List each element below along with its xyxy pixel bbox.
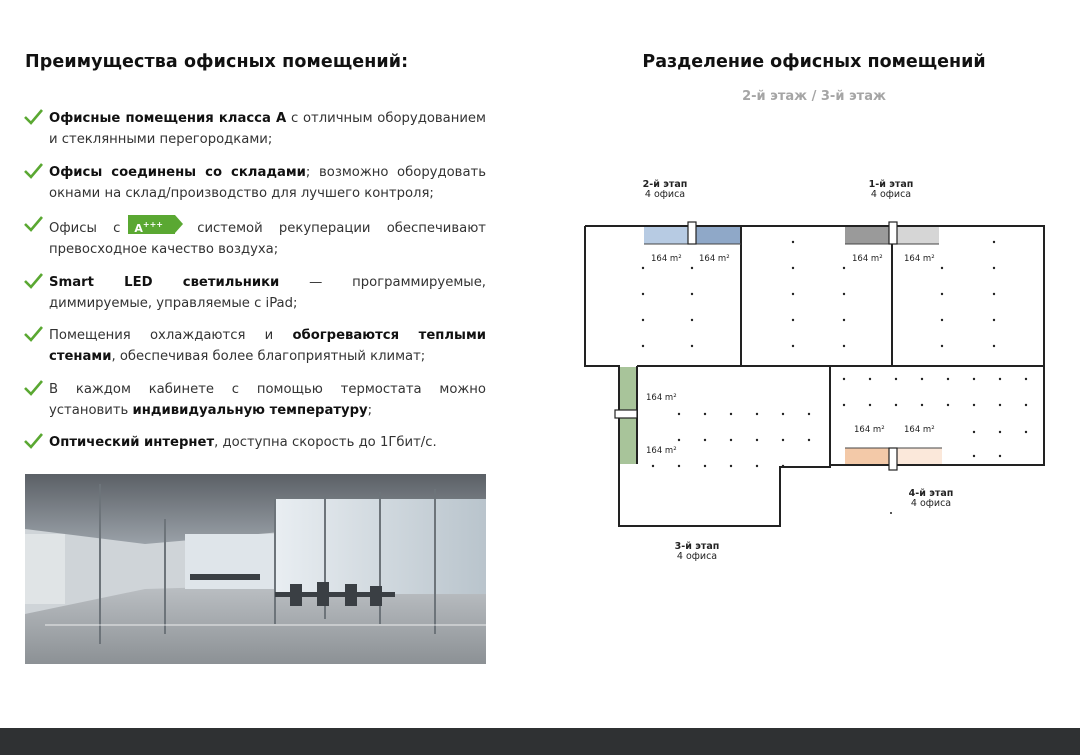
area-label: 164 m² xyxy=(651,254,682,264)
floor-subtitle: 2-й этаж / 3-й этаж xyxy=(742,89,886,104)
stage-4-offices-block xyxy=(845,448,892,465)
checkmark-icon xyxy=(24,216,43,232)
stage-1-label: 1-й этап xyxy=(868,179,914,190)
area-label: 164 m² xyxy=(854,425,885,435)
energy-class-badge: A+++ xyxy=(128,215,175,234)
list-item: Оптический интернет, доступна скорость до 1Гбит/с. xyxy=(24,432,486,453)
benefits-list xyxy=(24,108,486,465)
footer-bar xyxy=(0,728,1080,755)
area-label: 164 m² xyxy=(904,425,935,435)
list-item: Офисные помещения класса А с отличным оборудованием и стеклянными перегородками; xyxy=(24,108,486,150)
area-label: 164 m² xyxy=(699,254,730,264)
floor-plan xyxy=(578,170,1058,570)
plan-title: Разделение офисных помещений xyxy=(642,52,986,72)
office-photo xyxy=(25,474,486,664)
stage-1-offices-block-right xyxy=(892,227,939,244)
stage-1-offices: 4 офиса xyxy=(870,189,912,200)
stage-1-offices-block xyxy=(845,227,892,244)
area-label: 164 m² xyxy=(646,393,677,403)
column-grid xyxy=(642,241,1027,514)
checkmark-icon xyxy=(24,109,43,125)
area-label: 164 m² xyxy=(852,254,883,264)
checkmark-icon xyxy=(24,163,43,179)
stage-2-offices: 4 офиса xyxy=(644,189,686,200)
list-item: Офисы соединены со складами; возможно оборудовать окнами на склад/производство для лучшего контроля; xyxy=(24,162,486,204)
benefits-title: Преимущества офисных помещений: xyxy=(25,52,409,72)
office-interior-image xyxy=(25,474,486,664)
area-label: 164 m² xyxy=(904,254,935,264)
checkmark-icon xyxy=(24,433,43,449)
stage-3-label: 3-й этап xyxy=(674,541,720,552)
list-item: Офисы с A+++ системой рекуперации обеспечивают превосходное качество воздуха; xyxy=(24,215,486,260)
checkmark-icon xyxy=(24,273,43,289)
stage-2-label: 2-й этап xyxy=(642,179,688,190)
stage-4-offices: 4 офиса xyxy=(910,498,952,509)
area-label: 164 m² xyxy=(646,446,677,456)
list-item: В каждом кабинете с помощью термостата можно установить индивидуальную температуру; xyxy=(24,379,486,421)
checkmark-icon xyxy=(24,326,43,342)
stage-2-offices-block-left xyxy=(644,227,692,244)
list-item: Помещения охлаждаются и обогреваются теплыми стенами, обеспечивая более благоприятный климат; xyxy=(24,325,486,367)
building-walls xyxy=(585,226,1044,526)
stage-4-offices-block-right xyxy=(892,448,942,465)
checkmark-icon xyxy=(24,380,43,396)
list-item: Smart LED светильники — программируемые, диммируемые, управляемые с iPad; xyxy=(24,272,486,314)
stage-3-offices: 4 офиса xyxy=(676,551,718,562)
stage-4-label: 4-й этап xyxy=(908,488,954,499)
